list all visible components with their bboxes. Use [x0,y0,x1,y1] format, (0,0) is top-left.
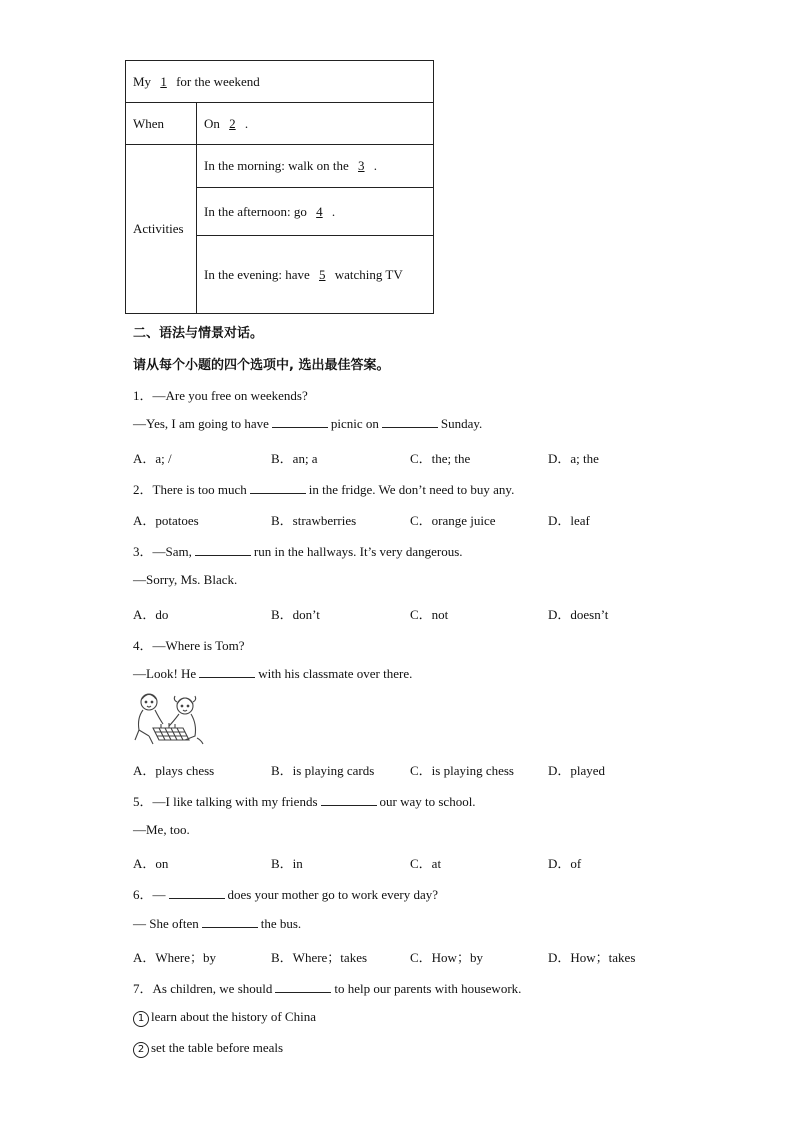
when-post: . [244,115,249,131]
q1-stem: 1．—Are you free on weekends? [133,388,308,403]
evening-cell [197,236,434,314]
weekend-plan-table [125,60,434,314]
q5-text-b: our way to school. [379,794,476,809]
q6-line2 [133,916,301,932]
afternoon-post: . [331,203,336,219]
q1-text-c: Sunday. [440,416,483,431]
activities-label: Activities [126,145,197,314]
morning-cell [197,145,434,188]
q3-text-a: 3．—Sam, [133,544,192,559]
circled-number-1: 1 [133,1011,149,1027]
q6-option-d[interactable]: D．How；takes [548,950,636,965]
q4-option-a[interactable]: A．plays chess [133,763,215,778]
blank-1: 1 [160,73,167,89]
when-cell [197,103,434,145]
q7-text-a: 7．As children, we should [133,981,273,996]
q2-text-a: 2．There is too much [133,482,247,497]
when-pre: On [204,115,220,131]
q1-option-b[interactable]: B．an; a [271,451,318,466]
q7-stem [133,978,521,997]
q3-option-a[interactable]: A．do [133,607,169,622]
q2-option-b[interactable]: B．strawberries [271,513,357,528]
q2-text-b: in the fridge. We don’t need to buy any. [308,482,515,497]
title-post: for the weekend [176,73,260,89]
table-title-cell [126,61,434,103]
blank-2: 2 [229,115,236,131]
q5-option-d[interactable]: D．of [548,856,582,871]
afternoon-cell [197,188,434,236]
evening-pre: In the evening: have [204,266,310,282]
q4-text-b: with his classmate over there. [258,666,413,681]
q5-line2: —Me, too. [133,822,190,837]
q4-option-d[interactable]: D．played [548,763,606,778]
q1-text-b: picnic on [330,416,379,431]
q1-blank-b [382,417,438,428]
q1-line2 [133,416,482,432]
q7-text-b: to help our parents with housework. [334,981,522,996]
q3-text-b: run in the hallways. It’s very dangerous. [253,544,463,559]
q7-item-1-text: learn about the history of China [151,1009,316,1024]
morning-post: . [373,158,378,173]
title-pre: My [133,73,152,89]
q5-text-a: 5．—I like talking with my friends [133,794,318,809]
q1-blank-a [272,417,328,428]
q2-stem [133,479,514,498]
evening-post: watching TV [334,266,403,282]
when-label: When [126,103,197,145]
section-heading: 二、语法与情景对话。 [133,326,264,341]
q3-option-d[interactable]: D．doesn’t [548,607,609,622]
q2-option-d[interactable]: D．leaf [548,513,590,528]
q6-option-c[interactable]: C．How；by [410,950,483,965]
q1-option-a[interactable]: A．a; / [133,451,172,466]
q2-option-c[interactable]: C．orange juice [410,513,496,528]
q6-option-a[interactable]: A．Where；by [133,950,217,965]
q2-option-a[interactable]: A．potatoes [133,513,199,528]
q6-option-b[interactable]: B．Where；takes [271,950,368,965]
q6-stem [133,884,438,903]
q3-option-b[interactable]: B．don’t [271,607,320,622]
q1-option-c[interactable]: C．the; the [410,451,471,466]
blank-5: 5 [319,266,326,282]
q6-blank-b [202,917,258,928]
section-instruction: 请从每个小题的四个选项中, 选出最佳答案。 [133,358,390,373]
q4-text-a: —Look! He [133,666,197,681]
q1-option-d[interactable]: D．a; the [548,451,599,466]
q4-option-c[interactable]: C．is playing chess [410,763,514,778]
blank-3: 3 [358,158,365,173]
blank-4: 4 [316,203,323,219]
q5-stem [133,791,476,810]
q3-line2: —Sorry, Ms. Black. [133,572,238,587]
q5-option-c[interactable]: C．at [410,856,442,871]
q6-text-a: 6．— [133,887,166,902]
q4-option-b[interactable]: B．is playing cards [271,763,375,778]
q3-blank [195,545,251,556]
q4-line2 [133,666,412,682]
morning-pre: In the morning: walk on the [204,158,349,173]
q6-text-b: does your mother go to work every day? [227,887,438,902]
q6-text-d: the bus. [260,916,302,931]
q7-item-1 [133,1009,316,1027]
q5-option-a[interactable]: A．on [133,856,169,871]
q3-option-c[interactable]: C．not [410,607,449,622]
q6-text-c: — She often [133,916,199,931]
q7-blank [275,982,331,993]
kids-playing-chess-illustration [133,690,205,750]
afternoon-pre: In the afternoon: go [204,203,307,219]
q3-stem [133,541,463,560]
q2-blank [250,483,306,494]
q1-text-a: —Yes, I am going to have [133,416,269,431]
q5-option-b[interactable]: B．in [271,856,303,871]
circled-number-2: 2 [133,1042,149,1058]
q4-stem: 4．—Where is Tom? [133,638,245,653]
q4-blank [199,667,255,678]
q7-item-2-text: set the table before meals [151,1040,284,1055]
q6-blank-a [169,888,225,899]
q7-item-2 [133,1040,283,1058]
q5-blank [321,795,377,806]
